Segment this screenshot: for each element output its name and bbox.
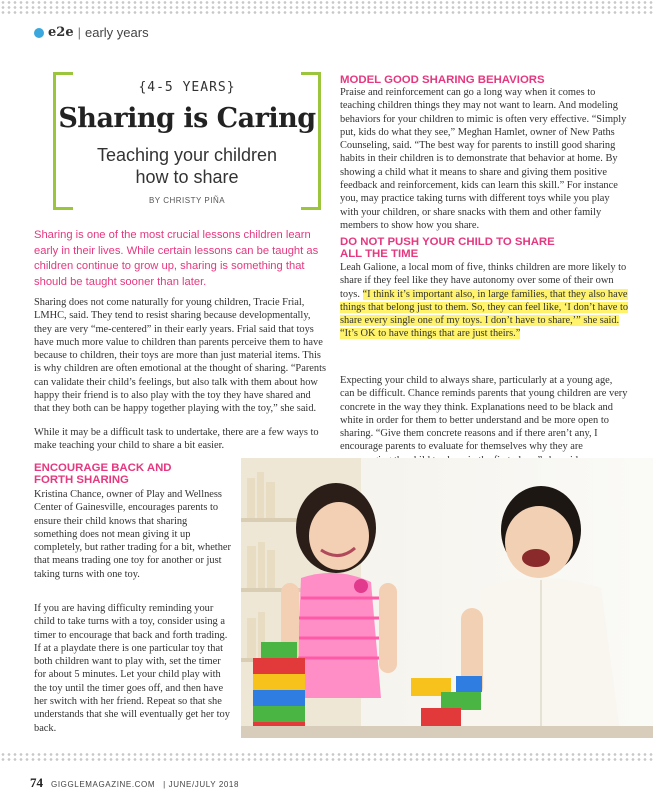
top-dotted-border xyxy=(0,0,653,14)
header-separator: | xyxy=(77,25,81,40)
age-range: {4-5 YEARS} xyxy=(138,80,236,95)
heading-encourage-line-2: FORTH SHARING xyxy=(34,474,129,486)
article-subtitle xyxy=(53,144,321,188)
push-paragraph-1 xyxy=(340,261,629,341)
encourage-paragraph-1: Kristina Chance, owner of Play and Wellness Center of Gainesville, encourages parents to ensure their child knows that sharing something does not mean giving it up completely, but rather trading for a bit, whether that means trading one toy for another or just taking turns with one toy. xyxy=(34,489,231,580)
model-paragraph: Praise and reinforcement can go a long way when it comes to teaching children things they may not want to learn. And modeling behaviors for your children to mimic is often very effective. “Simply put, kids do what they see,” Meghan Hamlet, owner of New Paths Counseling, said. “The best way for parents to instill good sharing habits in their children is to demonstrate that behavior at home. By showing a child what it means to share and giving them positive feedback and reinforcement, kids can learn this skill.” For instance you, may practice taking turns with different toys while you play with your children, or share snacks with them and other family members to show how you share. xyxy=(340,87,627,231)
section-dot-icon xyxy=(34,28,44,38)
heading-push-line-2: ALL THE TIME xyxy=(340,248,419,260)
section-label: early years xyxy=(84,25,149,40)
subtitle-line-2: how to share xyxy=(135,167,239,187)
article-title: Sharing is Caring xyxy=(58,103,316,134)
issue-date: | JUNE/JULY 2018 xyxy=(163,780,240,789)
heading-do-not-push xyxy=(340,236,630,260)
subtitle-line-1: Teaching your children xyxy=(96,145,278,165)
heading-encourage-line-1: ENCOURAGE BACK AND xyxy=(34,462,172,474)
children-playing-photo xyxy=(241,458,653,738)
body-paragraph-2: While it may be a difficult task to undertake, there are a few ways to make teaching your child to share a bit easier. xyxy=(34,427,319,452)
heading-model-behaviors: MODEL GOOD SHARING BEHAVIORS xyxy=(340,74,545,86)
bottom-dotted-border xyxy=(0,752,653,762)
title-block xyxy=(53,72,321,210)
heading-push-line-1: DO NOT PUSH YOUR CHILD TO SHARE xyxy=(340,236,555,248)
page-number: 74 xyxy=(30,775,43,790)
push-paragraph-lead: Leah Galione, a local mom of five, thinks children are more likely to share if they feel like they have autonomy over some of their own toys. xyxy=(340,262,627,300)
body-paragraph-1: Sharing does not come naturally for young children, Tracie Frial, LMHC, said. They tend to resist sharing because developmentally, they are very “me-centered” in their early years. Frial said that toys have much more value to children than parents perceive them to have because to children, their toys are more than just material items. This is why children are often emotional at the thought of sharing. “Parents can validate their child’s feelings, but also talk with them about how happy their friend is to also play with the toy they have shared and that they both can be happy together playing with the toy,” she said. xyxy=(34,297,327,415)
section-header xyxy=(34,25,149,40)
brand-logo: e2e xyxy=(48,25,74,40)
byline: BY CHRISTY PIÑA xyxy=(148,196,226,205)
page-footer xyxy=(30,775,239,791)
intro-paragraph: Sharing is one of the most crucial lessons children learn early in their lives. While certain lessons can be taught as children continue to grow up, sharing is something that should be taught sooner than later. xyxy=(34,229,319,288)
encourage-paragraph-2: If you are having difficulty reminding your child to take turns with a toy, consider using a timer to encourage that back and forth trading. If at a playdate there is one particular toy that both children want to play with, set the timer for about 5 minutes. Let your child play with the toy until the timer goes off, and then have her switch with her friend. Repeat so that she understands that she will eventually get her toy back. xyxy=(34,603,230,734)
push-paragraph-2: Expecting your child to always share, particularly at a young age, can be difficult. Chance reminds parents that young children are very concrete in the way they think. Explanations need to be black and white in order for them to better understand and be more open to sharing. “Give them concrete reasons and if there aren’t any, I encourage parents to evaluate for themselves why they are xyxy=(340,375,628,453)
heading-encourage-sharing xyxy=(34,462,234,486)
magazine-site: GIGGLEMAGAZINE.COM xyxy=(51,780,156,789)
highlighted-quote: “I think it’s important also, in large families, that they also have things that belong just to them. So, they can feel like, ‘I don’t have to share every single one of my toys. I don’t have to share,’” she said. “It’s OK to have things that are just theirs.” xyxy=(340,288,629,340)
